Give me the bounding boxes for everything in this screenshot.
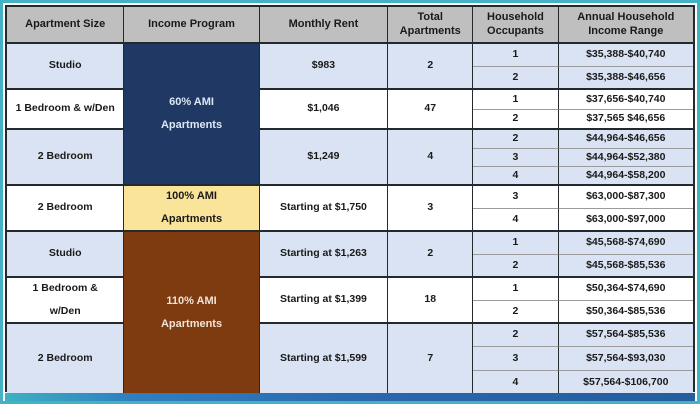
household-occupants-cell: 3 — [473, 347, 558, 371]
total-apartments-cell: 4 — [388, 130, 473, 186]
income-range-cell: $37,565 $46,656 — [559, 110, 693, 130]
income-range-cell: $50,364-$85,536 — [559, 301, 693, 324]
household-occupants-cell: 2 — [473, 324, 558, 347]
household-occupants-cell: 1 — [473, 278, 558, 301]
household-occupants-cell: 2 — [473, 110, 558, 130]
income-range-cell: $44,964-$46,656 — [559, 130, 693, 149]
header-household-occupants: Household Occupants — [473, 7, 558, 44]
total-apartments-cell: 3 — [388, 186, 473, 232]
header-income-program: Income Program — [124, 7, 259, 44]
income-range-cell: $35,388-$40,740 — [559, 44, 693, 67]
income-program-cell: 100% AMI Apartments — [124, 186, 259, 232]
monthly-rent-cell: $1,249 — [260, 130, 388, 186]
monthly-rent-cell: $983 — [260, 44, 388, 90]
income-range-cell: $63,000-$87,300 — [559, 186, 693, 209]
apartment-size-cell: Studio — [7, 232, 124, 278]
household-occupants-cell: 3 — [473, 186, 558, 209]
total-apartments-cell: 2 — [388, 44, 473, 90]
income-range-cell: $35,388-$46,656 — [559, 67, 693, 90]
header-total-apartments: Total Apartments — [388, 7, 473, 44]
income-range-cell: $45,568-$74,690 — [559, 232, 693, 255]
income-range-cell: $37,656-$40,740 — [559, 90, 693, 110]
total-apartments-cell: 47 — [388, 90, 473, 130]
header-apartment-size: Apartment Size — [7, 7, 124, 44]
household-occupants-cell: 3 — [473, 149, 558, 167]
header-income-range: Annual Household Income Range — [559, 7, 693, 44]
income-range-cell: $57,564-$85,536 — [559, 324, 693, 347]
bottom-accent-bar — [5, 393, 695, 401]
household-occupants-cell: 2 — [473, 255, 558, 278]
household-occupants-cell: 2 — [473, 130, 558, 149]
income-range-cell: $44,964-$58,200 — [559, 167, 693, 186]
household-occupants-cell: 4 — [473, 209, 558, 232]
household-occupants-cell: 2 — [473, 301, 558, 324]
apartment-size-cell: 2 Bedroom — [7, 324, 124, 394]
monthly-rent-cell: Starting at $1,263 — [260, 232, 388, 278]
income-range-cell: $50,364-$74,690 — [559, 278, 693, 301]
household-occupants-cell: 1 — [473, 90, 558, 110]
total-apartments-cell: 2 — [388, 232, 473, 278]
header-monthly-rent: Monthly Rent — [260, 7, 388, 44]
apartment-size-cell: 1 Bedroom & w/Den — [7, 278, 124, 324]
monthly-rent-cell: Starting at $1,399 — [260, 278, 388, 324]
income-program-cell: 60% AMI Apartments — [124, 44, 259, 186]
apartment-size-cell: Studio — [7, 44, 124, 90]
household-occupants-cell: 4 — [473, 167, 558, 186]
monthly-rent-cell: Starting at $1,599 — [260, 324, 388, 394]
monthly-rent-cell: Starting at $1,750 — [260, 186, 388, 232]
apartment-size-cell: 2 Bedroom — [7, 130, 124, 186]
income-range-cell: $57,564-$93,030 — [559, 347, 693, 371]
household-occupants-cell: 2 — [473, 67, 558, 90]
total-apartments-cell: 7 — [388, 324, 473, 394]
household-occupants-cell: 4 — [473, 371, 558, 394]
monthly-rent-cell: $1,046 — [260, 90, 388, 130]
income-program-table — [5, 5, 695, 392]
household-occupants-cell: 1 — [473, 44, 558, 67]
income-range-cell: $44,964-$52,380 — [559, 149, 693, 167]
income-range-cell: $63,000-$97,000 — [559, 209, 693, 232]
apartment-size-cell: 1 Bedroom & w/Den — [7, 90, 124, 130]
income-program-cell: 110% AMI Apartments — [124, 232, 259, 394]
income-range-cell: $45,568-$85,536 — [559, 255, 693, 278]
household-occupants-cell: 1 — [473, 232, 558, 255]
total-apartments-cell: 18 — [388, 278, 473, 324]
apartment-size-cell: 2 Bedroom — [7, 186, 124, 232]
income-range-cell: $57,564-$106,700 — [559, 371, 693, 394]
